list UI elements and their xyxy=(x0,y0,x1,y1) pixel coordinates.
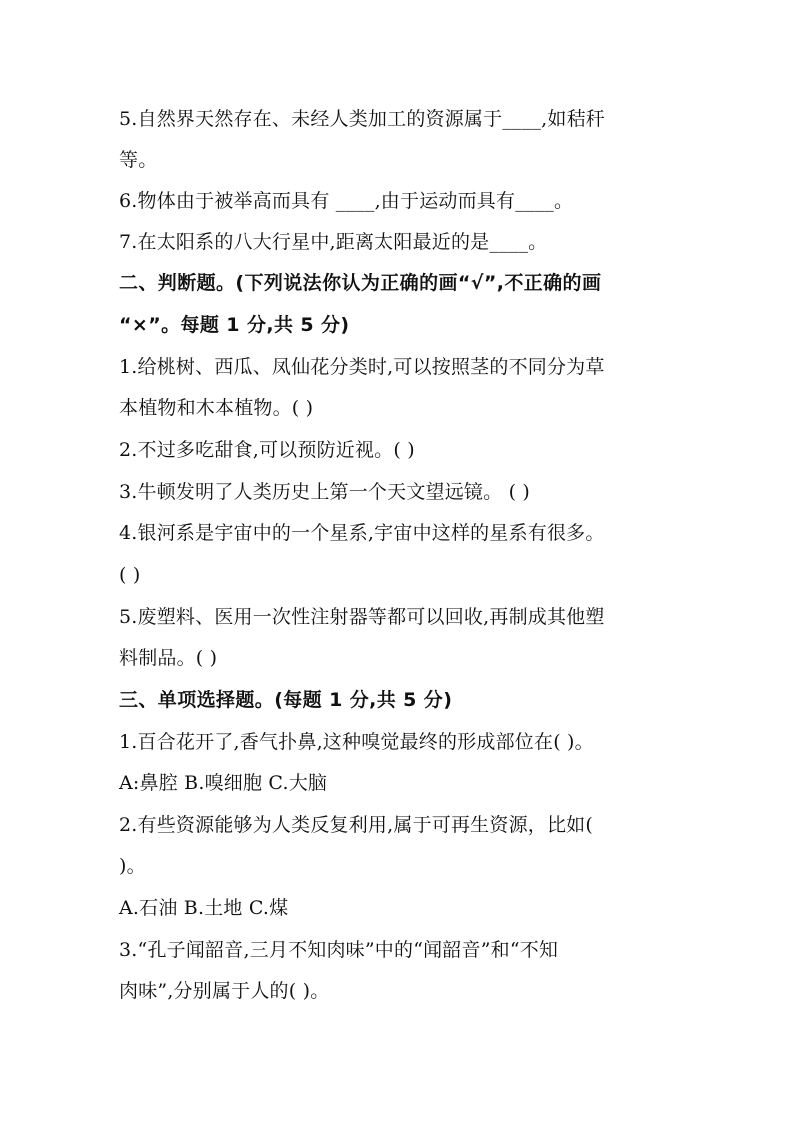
judge-question-2: 2.不过多吃甜食,可以预防近视。( ) xyxy=(119,439,415,461)
section-judge-heading-line-2: “×”。每题 1 分,共 5 分) xyxy=(119,314,350,336)
choice-question-1: 1.百合花开了,香气扑鼻,这种嗅觉最终的形成部位在( )。 xyxy=(119,731,594,753)
fill-question-5-line-2: 等。 xyxy=(119,149,158,171)
choice-question-3-line-2: 肉味”,分别属于人的( )。 xyxy=(119,980,330,1002)
fill-question-6: 6.物体由于被举高而具有 ____,由于运动而具有____。 xyxy=(119,190,574,212)
choice-question-3-line-1: 3.“孔子闻韶音,三月不知肉味”中的“闻韶音”和“不知 xyxy=(119,939,559,961)
judge-question-4-line-1: 4.银河系是宇宙中的一个星系,宇宙中这样的星系有很多。 xyxy=(119,522,605,544)
judge-question-1-line-1: 1.给桃树、西瓜、凤仙花分类时,可以按照茎的不同分为草 xyxy=(119,356,605,378)
section-judge-heading-line-1: 二、判断题。(下列说法你认为正确的画“√”,不正确的画 xyxy=(119,272,602,294)
choice-question-2-line-2: )。 xyxy=(119,855,146,877)
choice-question-2-line-1: 2.有些资源能够为人类反复利用,属于可再生资源，比如( xyxy=(119,814,593,836)
section-choice-heading: 三、单项选择题。(每题 1 分,共 5 分) xyxy=(119,689,453,711)
judge-question-3: 3.牛顿发明了人类历史上第一个天文望远镜。 ( ) xyxy=(119,481,531,503)
choice-question-1-options: A:鼻腔 B.嗅细胞 C.大脑 xyxy=(119,772,328,794)
fill-question-7: 7.在太阳系的八大行星中,距离太阳最近的是____。 xyxy=(119,231,548,253)
judge-question-4-line-2: ( ) xyxy=(119,564,141,586)
judge-question-5-line-1: 5.废塑料、医用一次性注射器等都可以回收,再制成其他塑 xyxy=(119,606,605,628)
fill-question-5-line-1: 5.自然界天然存在、未经人类加工的资源属于____,如秸秆 xyxy=(119,108,605,130)
judge-question-1-line-2: 本植物和木本植物。( ) xyxy=(119,397,314,419)
choice-question-2-options: A.石油 B.土地 C.煤 xyxy=(119,897,289,919)
judge-question-5-line-2: 料制品。( ) xyxy=(119,647,218,669)
